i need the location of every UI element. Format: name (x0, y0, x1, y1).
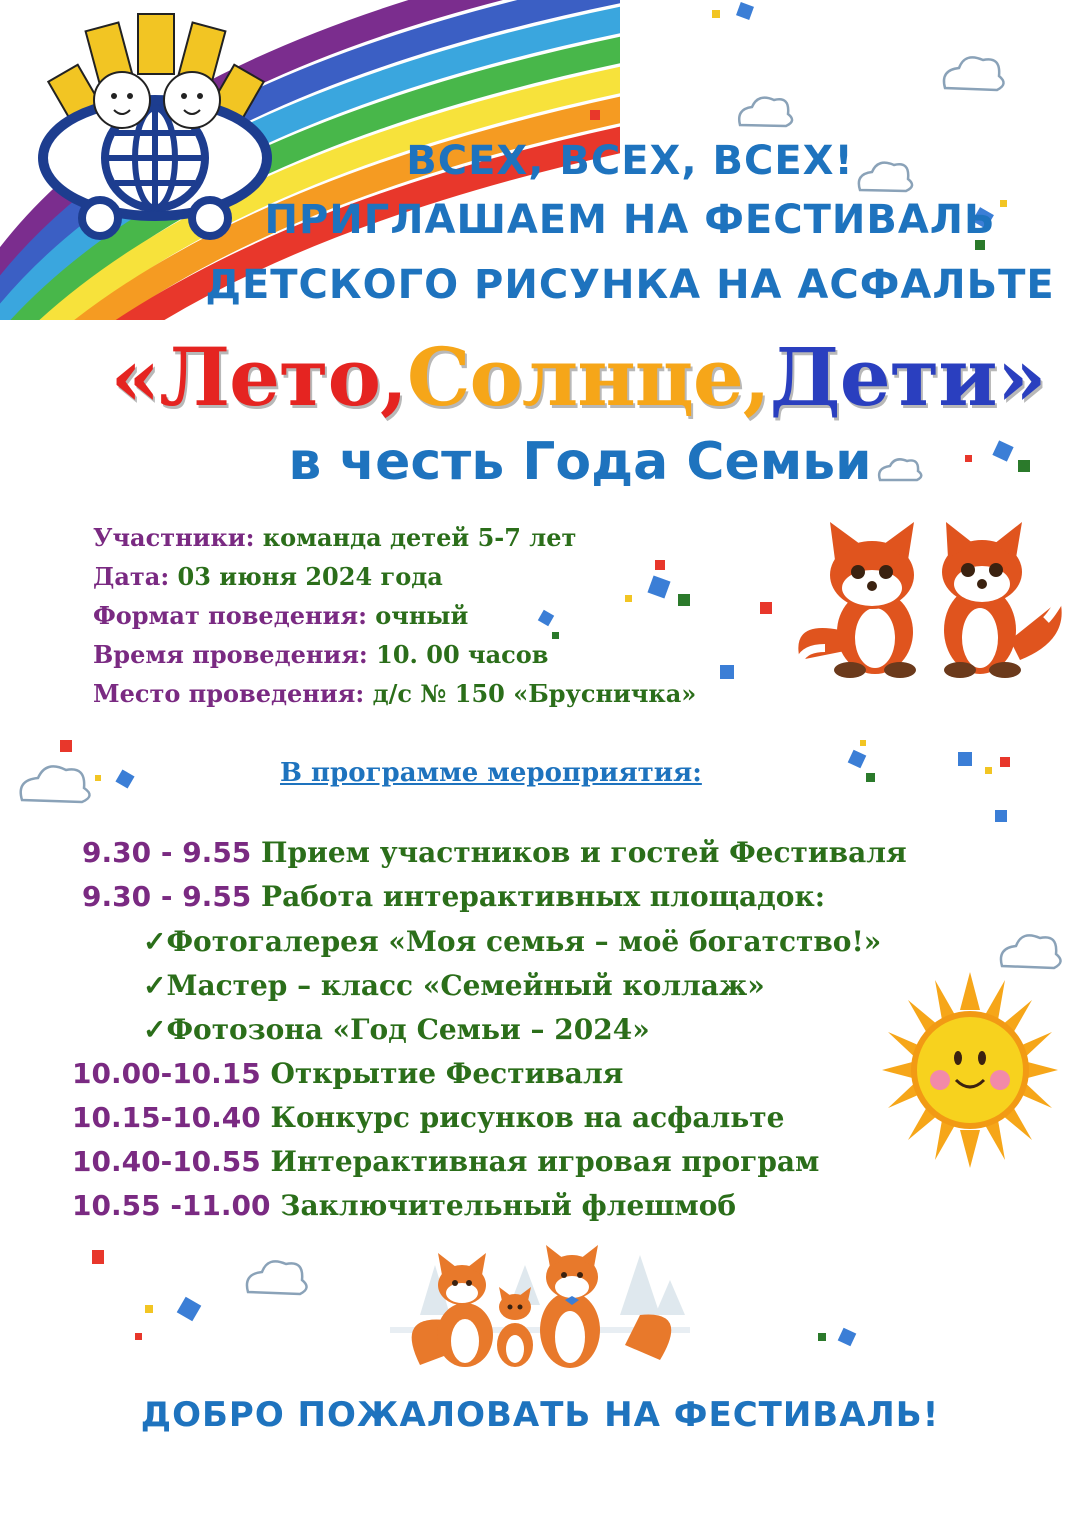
fox-pair-icon (790, 520, 1070, 680)
info-place (93, 679, 696, 708)
info-value: очный (366, 601, 469, 630)
program-item (82, 836, 907, 869)
cloud-icon (944, 57, 1004, 90)
festival-title (88, 330, 1068, 424)
footer-welcome: ДОБРО ПОЖАЛОВАТЬ НА ФЕСТИВАЛЬ! (140, 1395, 940, 1435)
program-time: 10.15-10.40 (72, 1101, 261, 1134)
info-value: 03 июня 2024 года (169, 562, 443, 591)
program-subitem: ✓Фотогалерея «Моя семья – моё богатство!» (143, 925, 882, 958)
info-value: 10. 00 часов (367, 640, 549, 669)
info-time (93, 640, 548, 669)
info-date (93, 562, 443, 591)
program-text: Заключительный флешмоб (270, 1189, 737, 1222)
program-item (72, 1101, 784, 1134)
program-item (72, 1189, 736, 1222)
headline-line-1: ВСЕХ, ВСЕХ, ВСЕХ! (406, 138, 854, 184)
title-part-deti: Дети» (769, 330, 1046, 424)
info-participants (93, 523, 576, 552)
program-heading: В программе мероприятия: (280, 758, 702, 788)
program-text: Открытие Фестиваля (260, 1057, 624, 1090)
title-part-leto: «Лето, (110, 330, 407, 424)
program-subitem: ✓Фотозона «Год Семьи – 2024» (143, 1013, 650, 1046)
program-time: 9.30 - 9.55 (82, 836, 252, 869)
program-item (82, 880, 825, 913)
program-text: Интерактивная игровая програм (260, 1145, 820, 1178)
subtitle: в честь Года Семьи (288, 432, 872, 492)
program-time: 10.40-10.55 (72, 1145, 261, 1178)
fox-family-icon (390, 1245, 690, 1375)
info-format (93, 601, 468, 630)
title-part-solntse: Солнце, (406, 330, 770, 424)
program-subitem: ✓Мастер – класс «Семейный коллаж» (143, 969, 765, 1002)
program-time: 10.00-10.15 (72, 1057, 261, 1090)
info-label: Место проведения: (93, 679, 365, 708)
info-label: Формат поведения: (93, 601, 367, 630)
program-text: Прием участников и гостей Фестиваля (251, 836, 907, 869)
info-label: Участники: (93, 523, 255, 552)
headline-line-2: ПРИГЛАШАЕМ НА ФЕСТИВАЛЬ (264, 197, 996, 243)
program-item (72, 1057, 623, 1090)
info-label: Дата: (93, 562, 170, 591)
info-label: Время проведения: (93, 640, 368, 669)
program-time: 9.30 - 9.55 (82, 880, 252, 913)
info-value: д/с № 150 «Брусничка» (364, 679, 697, 708)
program-text: Работа интерактивных площадок: (251, 880, 826, 913)
program-text: Конкурс рисунков на асфальте (260, 1101, 785, 1134)
program-time: 10.55 -11.00 (72, 1189, 271, 1222)
info-value: команда детей 5-7 лет (254, 523, 577, 552)
sun-face-icon (880, 970, 1060, 1170)
program-item (72, 1145, 819, 1178)
headline-line-3: ДЕТСКОГО РИСУНКА НА АСФАЛЬТЕ (205, 262, 1055, 308)
